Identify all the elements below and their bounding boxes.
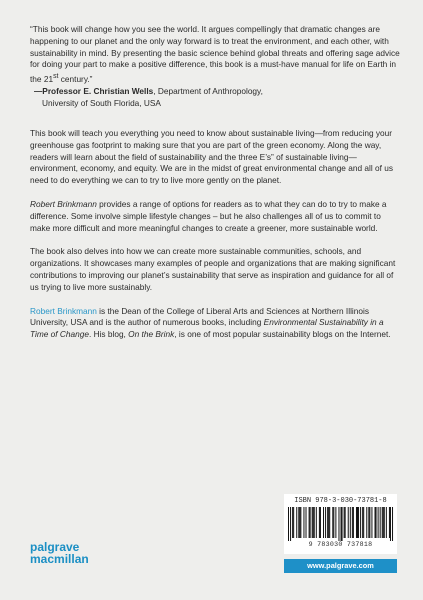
endorsement-text: “This book will change how you see the world. It argues compellingly that dramatic changes are happening to our planet and the only way forward is to treat the environment, and each other, with sustainability in mind. By presenting the basic science behind global threats and offering sage advice for doing your part to make a positive difference, this book is a must-have manual for life on Earth in the 21st century.” (30, 24, 400, 84)
description-paragraph-1: This book will teach you everything you need to know about sustainable living—from reducing your greenhouse gas footprint to making sure that you are part of the green economy. Along the way, readers will learn about the field of sustainability and the three E’s” of sustainable living—environment, economy, and equity. We are in the midst of great environmental change and all of us need to do everything we can to try to live more gently on the planet. (30, 128, 393, 186)
blog-name: On the Brink (128, 329, 175, 340)
publisher-url[interactable]: www.palgrave.com (284, 559, 397, 573)
barcode-image (287, 507, 394, 541)
endorser-university: University of South Florida, USA (42, 97, 161, 108)
superscript-st: st (53, 73, 59, 81)
book-title: Environmental Sustainability in a Time of Change (30, 317, 384, 340)
endorser-department: , Department of Anthropology, (153, 85, 263, 96)
endorsement-quote (30, 24, 402, 109)
palgrave-macmillan-logo (30, 541, 89, 565)
barcode-digits: 9 783030 737818 (308, 541, 373, 548)
book-description (30, 128, 402, 353)
endorsement-attribution (34, 86, 402, 110)
author-bio: Robert Brinkmann is the Dean of the College of Liberal Arts and Sciences at Northern Illinois University, USA and is the author of numerous books, including Environmental Sustainability in a Time of Change. His blog, On the Brink, is one of most popular sustainability blogs on the Internet. (30, 305, 391, 340)
description-paragraph-2: Robert Brinkmann provides a range of options for readers as to what they can do to try to make a difference. Some involve simple lifestyle changes – but he also challenges all of us to commit to make more difficult and more meaningful changes to create a greener, more sustainable world. (30, 198, 387, 233)
isbn-barcode-box (284, 494, 397, 554)
description-paragraph-3: The book also delves into how we can create more sustainable communities, schools, and organizations. It showcases many examples of people and organizations that are making significant contributions to improving our planet’s sustainability that serve as inspiration and guidance for all of us trying to live more sustainably. (30, 246, 396, 292)
isbn-label: ISBN 978-3-030-73781-8 (294, 497, 387, 505)
logo-line-macmillan: macmillan (30, 552, 89, 566)
logo-line-palgrave: palgrave (30, 540, 80, 554)
endorser-name: —Professor E. Christian Wells (34, 85, 154, 96)
author-bio-name: Robert Brinkmann (30, 305, 97, 316)
author-name-italic: Robert Brinkmann (30, 198, 97, 209)
